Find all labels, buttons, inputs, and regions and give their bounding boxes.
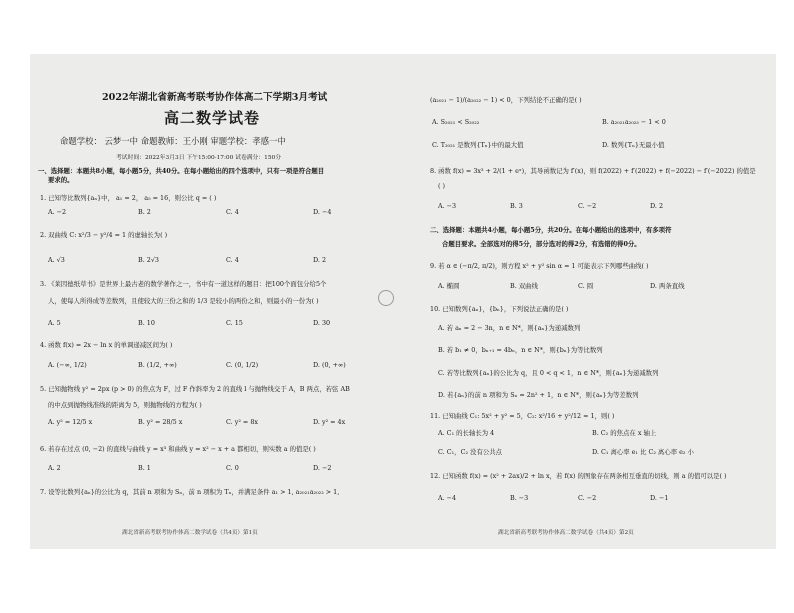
q1-option-c: C. 4	[226, 208, 239, 216]
q11-option-c: C. C₁，C₂ 没有公共点	[438, 448, 503, 456]
q8-option-a: A. −3	[438, 202, 457, 210]
q10-option-b: B. 若 b₁ ≠ 0，bₙ₊₁ = 4bₙ，n ∈ N*，则{bₙ}为等比数列	[438, 346, 603, 354]
question-8-cont: ( )	[438, 182, 446, 190]
q10-option-d: D. 若{aₙ}的前 n 项和为 Sₙ = 2n² + 1，n ∈ N*，则{aₙ}为等差数列	[438, 391, 639, 399]
q9-option-d: D. 两条直线	[650, 282, 685, 290]
question-4: 4. 函数 f(x) = 2x − ln x 的单调递减区间为( )	[40, 341, 173, 349]
q4-option-a: A. (−∞, 1/2)	[48, 361, 87, 369]
q2-option-c: C. 4	[226, 256, 239, 264]
q12-option-d: D. −1	[650, 494, 669, 502]
q3-option-a: A. 5	[48, 319, 61, 327]
exam-page-2	[402, 54, 776, 549]
q2-option-b: B. 2√3	[138, 256, 159, 264]
q8-option-b: B. 3	[510, 202, 523, 210]
q2-option-a: A. √3	[48, 256, 65, 264]
exam-info: 考试时间：2022年3月3日 下午15:00-17:00 试卷满分：150分	[116, 155, 281, 161]
q7-option-a: A. S₂₀₂₁ < S₂₀₂₂	[432, 118, 480, 126]
question-3: 3. 《莱因德纸草书》是世界上最古老的数学著作之一，书中有一道这样的题目：把100个面包分给5个	[40, 280, 327, 288]
q5-option-b: B. y² = 28/5 x	[138, 418, 183, 426]
q6-option-b: B. 1	[138, 464, 151, 472]
q11-option-a: A. C₁ 的长轴长为 4	[438, 429, 495, 437]
question-3-cont: 人，使每人所得成等差数列，且使较大的三份之和的 1/3 是较小的两份之和，则最小的一份为( )	[48, 297, 319, 305]
question-12: 12. 已知函数 f(x) = (x² + 2ax)/2 + ln x，若 f(x) 的图象存在两条相互垂直的切线，则 a 的值可以是( )	[430, 472, 727, 480]
q3-option-b: B. 10	[138, 319, 155, 327]
q3-option-d: D. 30	[313, 319, 331, 327]
section1-heading: 一、选择题：本题共8小题，每小题5分，共40分。在每小题给出的四个选项中，只有一项是符合题目	[38, 167, 325, 175]
q2-option-d: D. 2	[313, 256, 327, 264]
q4-option-c: C. (0, 1/2)	[226, 361, 259, 369]
question-10: 10. 已知数列{aₙ}，{bₙ}，下列说法正确的是( )	[430, 305, 569, 313]
exam-page-1	[30, 54, 404, 549]
q9-option-b: B. 双曲线	[510, 282, 538, 290]
section1-heading-cont: 要求的。	[48, 176, 74, 184]
question-8: 8. 函数 f(x) = 3x³ + 2/(1 + eˣ)，其导函数记为 f′(x)，则 f(2022) + f′(2022) + f(−2022) − f′(−2022) 的值是	[430, 167, 756, 175]
question-11: 11. 已知曲线 C₁: 5x² + y² = 5，C₂: x²/16 + y²/12 = 1，则( )	[430, 412, 615, 420]
q5-option-d: D. y² = 4x	[313, 418, 346, 426]
q11-option-b: B. C₂ 的焦点在 x 轴上	[592, 429, 657, 437]
q5-option-a: A. y² = 12/5 x	[48, 418, 93, 426]
q1-option-d: D. −4	[313, 208, 332, 216]
q10-option-c: C. 若等比数列{aₙ}的公比为 q，且 0 < q < 1，n ∈ N*，则{aₙ}为递减数列	[438, 369, 659, 377]
q7-option-d: D. 数列{Tₙ}无最小值	[602, 141, 665, 149]
binding-hole-mark	[378, 290, 394, 306]
q11-option-d: D. C₁ 离心率 e₁ 比 C₂ 离心率 e₂ 小	[592, 448, 694, 456]
q9-option-c: C. 圆	[578, 282, 594, 290]
section2-heading-cont: 合题目要求。全部选对的得5分，部分选对的得2分，有选错的得0分。	[442, 240, 641, 248]
question-5: 5. 已知抛物线 y² = 2px (p > 0) 的焦点为 F，过 F 作斜率为 2 的直线 l 与抛物线交于 A，B 两点，若弦 AB	[40, 385, 350, 393]
q10-option-a: A. 若 aₙ = 2 − 3n，n ∈ N*，则{aₙ}为递减数列	[438, 324, 581, 332]
q6-option-a: A. 2	[48, 464, 61, 472]
question-7: 7. 设等比数列{aₙ}的公比为 q，其前 n 项和为 Sₙ，前 n 项积为 Tₙ，并满足条件 a₁ > 1, a₂₀₂₁a₂₀₂₂ > 1,	[40, 488, 340, 496]
q4-option-d: D. (0, +∞)	[313, 361, 346, 369]
q8-option-d: D. 2	[650, 202, 664, 210]
page-2-footer: 湖北省新高考联考协作体高二数学试卷（共4页）第2页	[498, 530, 634, 536]
page-1-footer: 湖北省新高考联考协作体高二数学试卷（共4页）第1页	[122, 530, 258, 536]
q6-option-d: D. −2	[313, 464, 332, 472]
q7-option-b: B. a₂₀₂₁a₂₀₂₃ − 1 < 0	[602, 118, 666, 126]
q3-option-c: C. 15	[226, 319, 243, 327]
q6-option-c: C. 0	[226, 464, 239, 472]
subject-title: 高二数学试卷	[164, 109, 261, 127]
question-7-cont: (a₂₀₂₁ − 1)/(a₂₀₂₂ − 1) < 0，下列结论不正确的是( )	[430, 96, 582, 104]
proposers-line: 命题学校： 云梦一中 命题教师：王小刚 审题学校：孝感一中	[60, 136, 286, 146]
question-2: 2. 双曲线 C: x²/3 − y²/4 = 1 的虚轴长为( )	[40, 231, 168, 239]
q12-option-b: B. −3	[510, 494, 529, 502]
q5-option-c: C. y² = 8x	[226, 418, 258, 426]
section2-heading: 二、选择题：本题共4小题，每小题5分，共20分。在每小题给出的选项中，有多项符	[430, 226, 672, 234]
q7-option-c: C. T₂₀₂₁ 是数列{Tₙ}中的最大值	[432, 141, 524, 149]
question-9: 9. 若 α ∈ (−π/2, π/2)，则方程 x² + y² sin α = 1 可能表示下列哪些曲线( )	[430, 262, 649, 270]
q9-option-a: A. 椭圆	[438, 282, 460, 290]
exam-title: 2022年湖北省新高考联考协作体高二下学期3月考试	[102, 92, 328, 103]
q4-option-b: B. (1/2, +∞)	[138, 361, 177, 369]
q1-option-a: A. −2	[48, 208, 67, 216]
question-6: 6. 若存在过点 (0, −2) 的直线与曲线 y = x³ 和曲线 y = x² − x + a 都相切，则实数 a 的值是( )	[40, 445, 316, 453]
q1-option-b: B. 2	[138, 208, 151, 216]
q12-option-a: A. −4	[438, 494, 457, 502]
q8-option-c: C. −2	[578, 202, 597, 210]
question-1: 1. 已知等比数列{aₙ}中， a₁ = 2， a₅ = 16，则公比 q = ( )	[40, 194, 217, 202]
question-5-cont: 的中点到抛物线准线的距离为 5，则抛物线的方程为( )	[48, 401, 202, 409]
q12-option-c: C. −2	[578, 494, 597, 502]
